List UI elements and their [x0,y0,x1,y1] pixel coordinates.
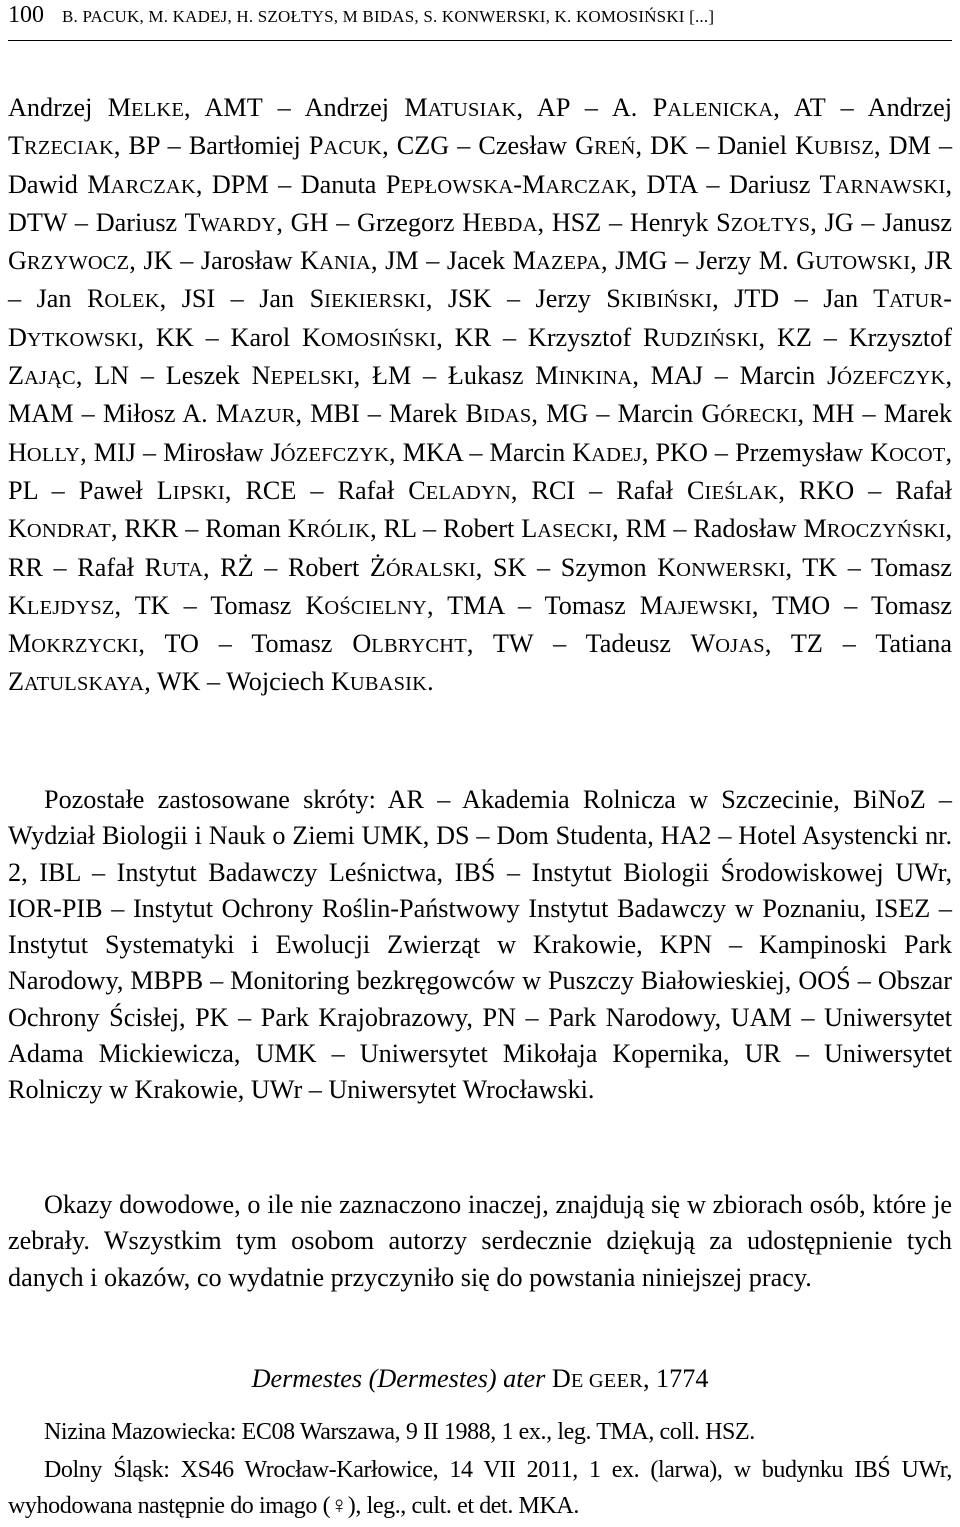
person-name: Miłosz A. MAZUR [102,399,296,429]
abbrev-code: MG [546,399,589,429]
abbrev-code: JR [924,246,953,276]
person-name: A. PALENICKA [611,93,774,122]
person-name: Henryk SZOŁTYS [629,207,811,237]
record-mazowiecka: Nizina Mazowiecka: EC08 Warszawa, 9 II 1988, 1 ex., leg. TMA, coll. HSZ. [44,1419,755,1445]
person-name: Rafał CELADYN [337,475,511,505]
abbrev-code: DPM [211,169,269,199]
abbrev-code: MIJ [93,437,136,467]
abbrev-code: BP [128,131,160,161]
person-name: Marcin JÓZEFCZYK [739,361,946,391]
abbrev-code: TK [802,552,838,582]
person-name: Andrzej MATUSIAK [304,93,517,122]
abbrev-code: MAJ [650,361,704,391]
person-name: Czesław GREŃ [478,131,636,161]
abbrev-code: LN [94,361,130,391]
abbrev-code: WK [156,667,201,697]
abbrev-code: KZ [776,322,812,352]
abbrev-code: TO [164,629,199,659]
abbrev-code: MH [812,399,855,429]
abbrev-code: DK [650,131,688,161]
person-name: Robert LASECKI [443,514,613,544]
person-name: Jan SIEKIERSKI [259,284,426,314]
species-name: Dermestes (Dermestes) ater [251,1364,546,1393]
abbrev-code: ŁM [371,361,412,391]
person-name: Marcin GÓRECKI [617,399,798,429]
abbrev-code: JMG [615,246,668,276]
person-name: Janusz GRZYWOCZ [8,207,953,276]
person-name: Mirosław JÓZEFCZYK [163,437,390,467]
person-name: Tadeusz WOJAS [585,629,765,659]
abbrev-code: RM [625,514,667,544]
person-name: Jarosław KANIA [200,246,371,276]
person-name: Andrzej MELKE [8,93,185,122]
person-name: Jan TATUR-DYTKOWSKI [8,284,953,352]
person-name: Tomasz MAJEWSKI [544,590,752,620]
abbrev-code: DM [888,131,931,161]
abbrev-code: RKO [798,475,855,505]
running-header [8,2,952,41]
abbrev-code: TZ [790,629,823,659]
person-name: Danuta PEPŁOWSKA-MARCZAK [300,169,631,199]
person-name: Rafał RUTA [77,552,203,582]
person-name: Szymon KONWERSKI [560,552,786,582]
person-name: Jerzy M. GUTOWSKI [695,246,911,276]
person-name: Robert ŻÓRALSKI [287,552,476,582]
abbrev-code: RŻ [220,552,254,582]
abbrev-code: TMO [771,590,831,620]
person-name: Krzysztof RUDZIŃSKI [527,322,759,352]
species-heading [8,1362,952,1398]
person-name: Karol KOMOSIŃSKI [230,322,437,352]
abbrev-code: GH [290,207,329,237]
person-name: Jacek MAZEPA [446,246,601,276]
person-name: Marek BIDAS [389,399,532,429]
page-number: 100 [8,2,44,28]
abbrev-code: KK [155,322,194,352]
person-name: Tomasz KOŚCIELNY [210,590,427,620]
specimens-paragraph: Okazy dowodowe, o ile nie zaznaczono inaczej, znajdują się w zbiorach osób, które je zebrały. Wszystkim tym osobom autorzy serdecznie dziękują za udostępnienie tych danych i okazów, co wydatnie przyczyniło się do powstania niniejszej pracy. [8,1190,952,1292]
collector-abbreviations: Andrzej MELKE, AMT – Andrzej MATUSIAK, AP – A. PALENICKA, AT – Andrzej TRZECIAK, BP – Bartłomiej PACUK, CZG – Czesław GREŃ, DK – Daniel KUBISZ, DM – Dawid MARCZAK, DPM – Danuta PEPŁOWSKA-MARCZAK, DTA – Dariusz TARNAWSKI, DTW – Dariusz TWARDY, GH – Grzegorz HEBDA, HSZ – Henryk SZOŁTYS, JG – Janusz GRZYWOCZ, JK – Jarosław KANIA, JM – Jacek MAZEPA, JMG – Jerzy M. GUTOWSKI, JR – Jan ROLEK, JSI – Jan SIEKIERSKI, JSK – Jerzy SKIBIŃSKI, JTD – Jan TATUR-DYTKOWSKI, KK – Karol KOMOSIŃSKI, KR – Krzysztof RUDZIŃSKI, KZ – Krzysztof ZAJĄC, LN – Leszek NEPELSKI, ŁM – Łukasz MINKINA, MAJ – Marcin JÓZEFCZYK, MAM – Miłosz A. MAZUR, MBI – Marek BIDAS, MG – Marcin GÓRECKI, MH – Marek HOLLY, MIJ – Mirosław JÓZEFCZYK, MKA – Marcin KADEJ, PKO – Przemysław KOCOT, PL – Paweł LIPSKI, RCE – Rafał CELADYN, RCI – Rafał CIEŚLAK, RKO – Rafał KONDRAT, RKR – Roman KRÓLIK, RL – Robert LASECKI, RM – Radosław MROCZYŃSKI, RR – Rafał RUTA, RŻ – Robert ŻÓRALSKI, SK – Szymon KONWERSKI, TK – Tomasz KLEJDYSZ, TK – Tomasz KOŚCIELNY, TMA – Tomasz MAJEWSKI, TMO – Tomasz MOKRZYCKI, TO – Tomasz OLBRYCHT, TW – Tadeusz WOJAS, TZ – Tatiana ZATULSKAYA, WK – Wojciech KUBASIK. [8,93,953,697]
person-name: Daniel KUBISZ [717,131,875,161]
person-name: Tatiana ZATULSKAYA [8,629,953,697]
person-name: Rafał CIEŚLAK [616,475,779,505]
person-name: Grzegorz HEBDA [357,207,538,237]
abbrev-code: MAM [8,399,74,429]
abbrev-code: AMT [204,93,263,122]
abbrev-code: CZG [396,131,450,161]
abbrev-code: JTD [734,284,780,314]
abbrev-code: TK [134,590,170,620]
abbrev-code: RL [383,514,417,544]
person-name: Andrzej TRZECIAK [8,93,952,161]
abbrev-code: RR [8,552,43,582]
person-name: Radosław MROCZYŃSKI [693,514,946,544]
record-dolny-slask: Dolny Śląsk: XS46 Wrocław-Karłowice, 14 VII 2011, 1 ex. (larwa), w budynku IBŚ UWr, wyhodowana następnie do imago (♀), leg., cult. et det. MKA. [8,1457,952,1520]
abbrev-code: RCE [245,475,297,505]
abbrev-code: AT [793,93,826,122]
abbrev-code: JSI [181,284,216,314]
abbrev-code: RCI [531,475,576,505]
abbrev-code: JSK [447,284,492,314]
abbrev-code: MKA [402,437,463,467]
species-author-initial: D [551,1364,571,1393]
person-name: Bartłomiej PACUK [188,131,383,161]
abbrev-code: DTA [646,169,697,199]
person-name: Dariusz TWARDY [95,207,277,237]
abbrev-code: PKO [655,437,708,467]
person-name: Marek HOLLY [8,399,953,467]
person-name: Rafał KONDRAT [8,475,953,544]
abbrev-code: MBI [310,399,360,429]
person-name: Tomasz KLEJDYSZ [8,552,953,620]
abbrev-code: TMA [447,590,504,620]
abbrev-code: JG [824,207,854,237]
person-name: Leszek NEPELSKI [165,361,354,391]
abbrev-code: DTW [8,207,68,237]
species-year: , 1774 [642,1364,709,1393]
person-name: Roman KRÓLIK [205,514,371,544]
person-name: Tomasz MOKRZYCKI [8,590,953,659]
person-name: Krzysztof ZAJĄC [8,322,952,391]
abbrev-code: RKR [124,514,179,544]
abbrev-code: JK [143,246,173,276]
person-name: Łukasz MINKINA [447,361,633,391]
person-name: Paweł LIPSKI [78,475,225,505]
abbrev-code: AP [536,93,570,122]
person-name: Marcin KADEJ [489,437,642,467]
abbrev-code: KR [454,322,492,352]
person-name: Jerzy SKIBIŃSKI [535,284,713,314]
abbrev-code: TW [492,629,534,659]
person-name: Jan ROLEK [36,284,160,314]
species-author: E GEER [570,1370,643,1392]
person-name: Dariusz TARNAWSKI [728,169,946,199]
person-name: Tomasz OLBRYCHT [251,629,467,659]
person-name: Wojciech KUBASIK. [226,667,434,697]
other-abbreviations-paragraph: Pozostałe zastosowane skróty: AR – Akademia Rolnicza w Szczecinie, BiNoZ – Wydział Biologii i Nauk o Ziemi UMK, DS – Dom Studenta, HA2 – Hotel Asystencki nr. 2, IBL – Instytut Badawczy Leśnictwa, IBŚ – Instytut Biologii Środowiskowej UWr, IOR-PIB – Instytut Ochrony Roślin-Państwowy Instytut Badawczy w Poznaniu, ISEZ – Instytut Systematyki i Ewolucji Zwierząt w Krakowie, KPN – Kampinoski Park Narodowy, MBPB – Monitoring bezkręgowców w Puszczy Białowieskiej, OOŚ – Obszar Ochrony Ścisłej, PK – Park Krajobrazowy, PN – Park Narodowy, UAM – Uniwersytet Adama Mickiewicza, UMK – Uniwersytet Mikołaja Kopernika, UR – Uniwersytet Rolniczy w Krakowie, UWr – Uniwersytet Wrocławski. [8,785,952,1105]
running-title: B. PACUK, M. KADEJ, H. SZOŁTYS, M BIDAS, S. KONWERSKI, K. KOMOSIŃSKI [...] [62,7,715,26]
person-name: Dawid MARCZAK [8,169,196,199]
person-name: Przemysław KOCOT [735,437,946,467]
abbrev-code: JM [385,246,419,276]
abbrev-code: HSZ [551,207,602,237]
abbrev-code: PL [8,475,38,505]
abbrev-code: SK [492,552,527,582]
